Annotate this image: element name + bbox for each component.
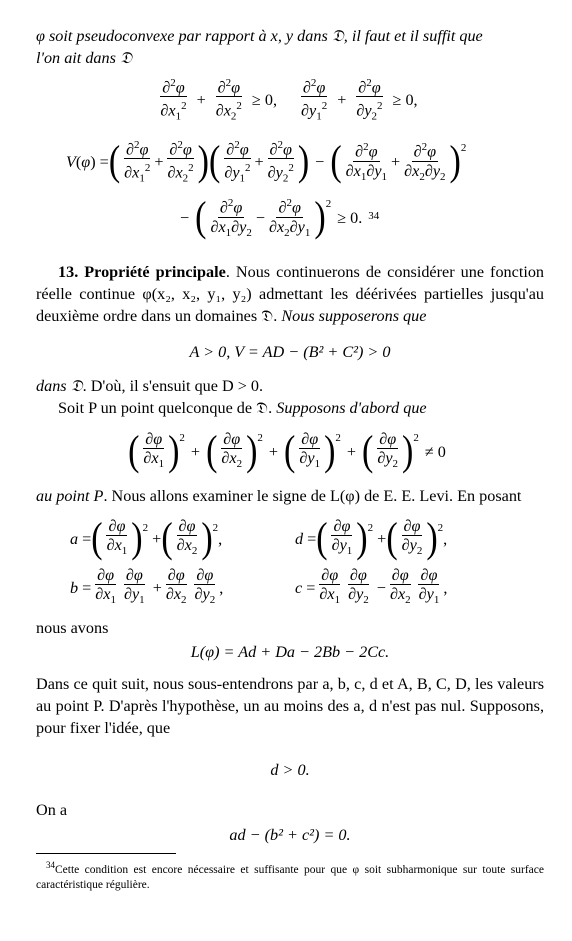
dans-D-italic: dans 𝔇 [36, 377, 83, 395]
eq5-b: b = $\frac{\partial\varphi}{\partial x_1}$ $\frac{\partial\varphi}{\partial y_1}$ + $\frac{\partial\varphi}{\partial x_2}$ $\frac{\partial\varphi}{\partial y_2}$ , [70, 566, 224, 607]
equation-8: ad − (b² + c²) = 0. [229, 826, 351, 845]
paragraph-dans-D [36, 375, 544, 397]
equation-4: ( $\frac{\partial\varphi}{\partial x_1}$ ) 2 + ( $\frac{\partial\varphi}{\partial x_2}$ ) 2 + ( $\frac{\partial\varphi}{\partial y_1}$ ) 2 + ( $\frac{\partial\varphi}{\partial y_2}$ ) 2 ≠ 0 [128, 428, 446, 475]
nous-avons: nous avons [36, 619, 109, 638]
dans-D-text: . D'où, il s'ensuit que D > 0. [82, 377, 264, 395]
section-13-italic: Nous supposerons que [281, 307, 427, 325]
intro-line-2: l'on ait dans 𝔇 [36, 49, 132, 67]
section-13-text: . Nous continuerons de considérer une fonction réelle continue φ(x₂, x₂, y₁, y₂) admettant les déérivées partielles jusqu'au deuxième ordre dans un domaines 𝔇. [36, 263, 545, 325]
section-number: 13. [58, 263, 79, 281]
footnote-number: 34 [46, 860, 55, 871]
footnote-text: Cette condition est encore nécessaire et suffisante pour que φ soit subharmonique sur toute surface caractéristique régulière. [36, 864, 544, 892]
intro-line-1: φ soit pseudoconvexe par rapport à x, y dans 𝔇, il faut et il suffit que [36, 27, 483, 45]
au-point-P-italic: au point P [36, 487, 104, 505]
equation-6: L(φ) = Ad + Da − 2Bb − 2Cc. [190, 643, 390, 662]
paragraph-au-point-P [36, 485, 544, 507]
page-content [36, 25, 544, 893]
on-a: On a [36, 801, 68, 820]
footnote-34 [36, 858, 544, 893]
section-title: Propriété principale [84, 263, 226, 281]
soit-P-text: Soit P un point quelconque de 𝔇. [58, 399, 277, 417]
paragraph-soit-P [36, 397, 544, 419]
soit-P-italic: Supposons d'abord que [276, 399, 427, 417]
equation-5-grid [36, 514, 544, 609]
paragraph-dans-ce-quit: Dans ce quit suit, nous sous-entendrons par a, b, c, d et A, B, C, D, les valeurs au point P. D'après l'hypothèse, un au moins des a, d n'est pas nul. Supposons, pour fixer l'idée, que [36, 675, 544, 738]
eq5-c: c = $\frac{\partial\varphi}{\partial x_1}$ $\frac{\partial\varphi}{\partial y_2}$ − $\frac{\partial\varphi}{\partial x_2}$ $\frac{\partial\varphi}{\partial y_1}$ , [295, 566, 448, 607]
footnote-ref-34: 34 [368, 210, 380, 222]
equation-2-line-2: − ( $\frac{\partial^2\varphi}{\partial x_1\partial y_2}$ − $\frac{\partial^2\varphi}{\partial x_2\partial y_1}$ ) 2 ≥ 0. 34 [180, 194, 380, 241]
eq5-d: d = ( $\frac{\partial\varphi}{\partial y_1}$ ) 2 + ( $\frac{\partial\varphi}{\partial y_2}$ ) 2 , [295, 514, 448, 562]
au-point-P-text: . Nous allons examiner le signe de L(φ) de E. E. Levi. En posant [103, 487, 522, 505]
equation-2-line-1: V(φ) = ( $\frac{\partial^2\varphi}{\partial x_1^2}$ + $\frac{\partial^2\varphi}{\partial x_2^2}$ ) ( $\frac{\partial^2\varphi}{\partial y_1^2}$ + $\frac{\partial^2\varphi}{\partial y_2^2}$ ) − ( $\frac{\partial^2\varphi}{\partial x_1\partial y_1}$ + $\frac{\partial^2\varphi}{\partial x_2\partial y_2}$ ) 2 [36, 137, 544, 187]
equation-7: d > 0. [270, 761, 310, 780]
section-13-paragraph [36, 261, 544, 327]
eq5-a: a = ( $\frac{\partial\varphi}{\partial x_1}$ ) 2 + ( $\frac{\partial\varphi}{\partial x_2}$ ) 2 , [70, 514, 223, 562]
equation-3: A > 0, V = AD − (B² + C²) > 0 [189, 343, 391, 361]
equation-1: $\frac{\partial^2\varphi}{\partial x_1^2}$ + $\frac{\partial^2\varphi}{\partial x_2^2}$ ≥ 0, $\frac{\partial^2\varphi}{\partial y_1^2}$ + $\frac{\partial^2\varphi}{\partial y_2^2}$ ≥ 0, [36, 77, 544, 123]
footnote-rule [36, 853, 176, 854]
